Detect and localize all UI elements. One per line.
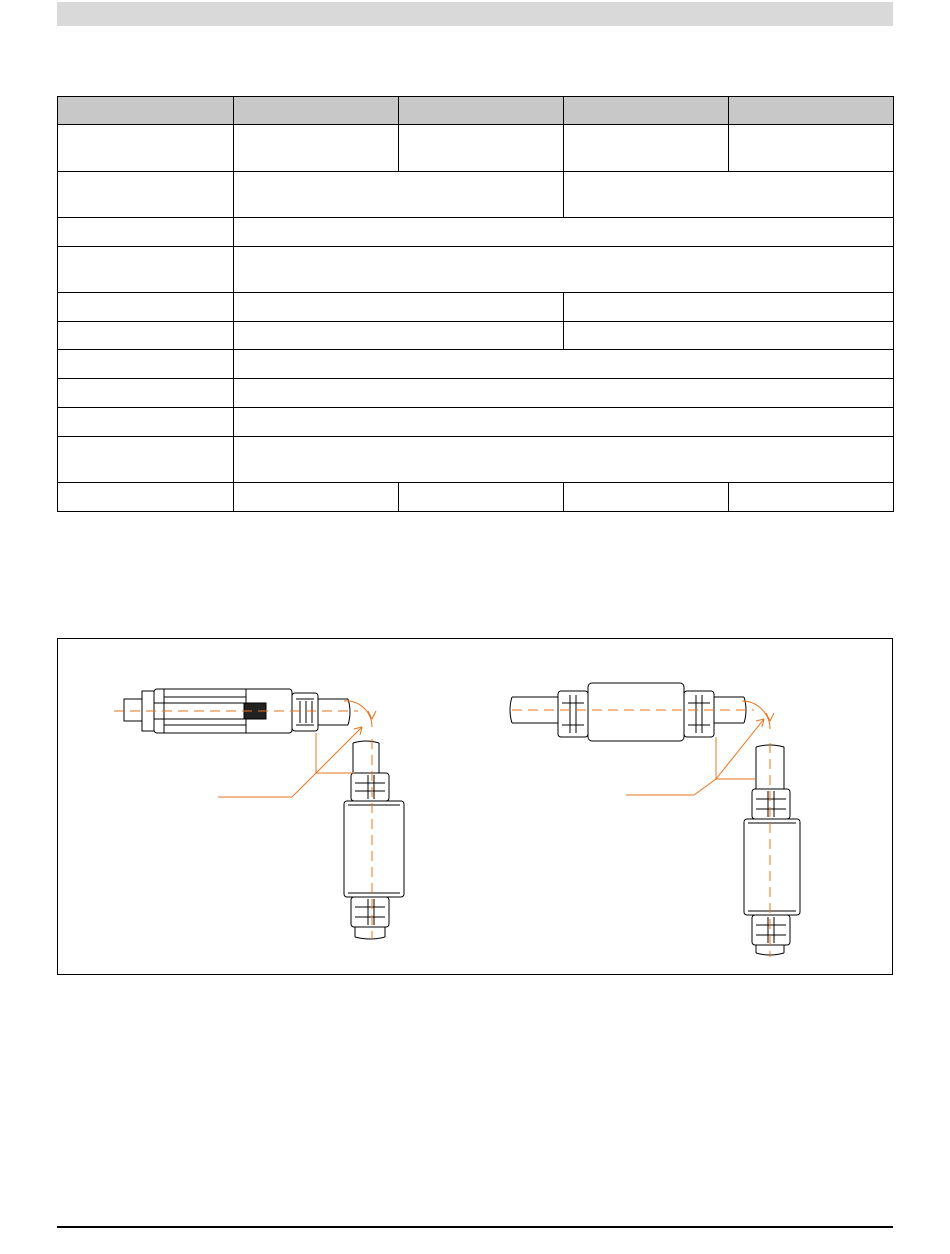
vertical-sleeve — [344, 801, 404, 897]
table-row — [58, 218, 894, 247]
vertical-strain-relief-top — [351, 773, 389, 801]
coupler-vertical-relief-bottom — [752, 915, 790, 945]
table-cell — [564, 125, 729, 172]
table-row — [58, 125, 894, 172]
table-cell — [729, 125, 894, 172]
table-row — [58, 322, 894, 350]
row-label — [58, 322, 234, 350]
bend-radius-axes — [114, 701, 376, 939]
table-header-cell — [399, 97, 564, 125]
specification-table — [57, 96, 894, 512]
row-label — [58, 218, 234, 247]
table-header-cell — [564, 97, 729, 125]
table-cell — [234, 247, 894, 293]
table-header-cell — [234, 97, 399, 125]
table-row — [58, 379, 894, 408]
table-cell — [234, 218, 894, 247]
table-header-cell — [58, 97, 234, 125]
table-cell — [399, 483, 564, 512]
plug-tip — [124, 699, 142, 721]
row-label — [58, 483, 234, 512]
table-cell — [234, 437, 894, 483]
cable-bend-drawing — [58, 639, 892, 974]
table-cell — [234, 350, 894, 379]
table-cell — [564, 483, 729, 512]
row-label — [58, 408, 234, 437]
table-cell — [729, 483, 894, 512]
section-header-bar — [57, 2, 893, 26]
table-cell — [399, 125, 564, 172]
table-row — [58, 247, 894, 293]
table-cell — [234, 379, 894, 408]
table-row — [58, 437, 894, 483]
table-cell — [234, 125, 399, 172]
coupler-right-relief — [684, 691, 714, 737]
coupler-body — [588, 683, 684, 741]
coupler-cable-assembly — [510, 683, 800, 957]
table-header-cell — [729, 97, 894, 125]
table-cell — [564, 293, 894, 322]
table-row — [58, 483, 894, 512]
bend-radius-figure — [57, 638, 893, 975]
vertical-strain-relief-bottom — [351, 897, 389, 927]
coupler-vertical-sleeve — [744, 819, 800, 915]
table-cell — [234, 322, 564, 350]
table-row — [58, 293, 894, 322]
coupler-bend-radius-axes — [512, 701, 774, 957]
row-label — [58, 350, 234, 379]
table-row — [58, 172, 894, 218]
row-label — [58, 437, 234, 483]
row-label — [58, 247, 234, 293]
row-label — [58, 125, 234, 172]
coupler-vertical-relief-top — [752, 789, 790, 819]
table-cell — [234, 172, 564, 218]
row-label — [58, 379, 234, 408]
connector-body — [154, 689, 292, 733]
row-label — [58, 293, 234, 322]
table-header-row — [58, 97, 894, 125]
table-cell — [234, 483, 399, 512]
table-row — [58, 408, 894, 437]
row-label — [58, 172, 234, 218]
connector-cable-assembly — [114, 689, 404, 939]
table-cell — [234, 408, 894, 437]
table-cell — [234, 293, 564, 322]
table-cell — [564, 322, 894, 350]
coupler-left-relief — [558, 691, 588, 737]
table-row — [58, 350, 894, 379]
footer-rule — [57, 1226, 893, 1228]
table-cell — [564, 172, 894, 218]
